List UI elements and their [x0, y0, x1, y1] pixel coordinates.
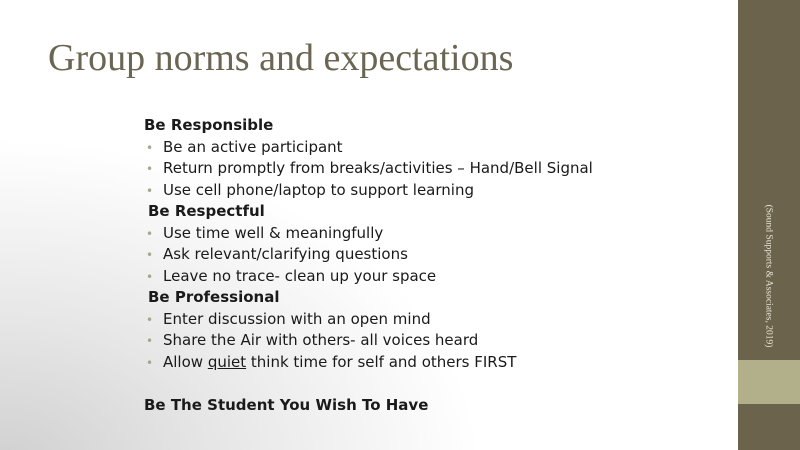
sidebar-credit: (Sound Supports & Associates, 2019) — [763, 204, 774, 348]
bullet-icon: • — [146, 356, 154, 370]
list-item: • Be an active participant — [146, 138, 343, 156]
bullet-icon: • — [146, 162, 154, 176]
list-item: • Enter discussion with an open mind — [146, 310, 431, 328]
list-item: • Allow quiet think time for self and others FIRST — [146, 353, 517, 371]
bullet-icon: • — [146, 248, 154, 262]
sidebar-accent-bar — [738, 360, 800, 404]
list-item: • Ask relevant/clarifying questions — [146, 245, 408, 263]
list-item: • Use time well & meaningfully — [146, 224, 384, 242]
bullet-icon: • — [146, 141, 154, 155]
section-heading-respectful: Be Respectful — [148, 202, 265, 220]
list-item: • Leave no trace- clean up your space — [146, 267, 437, 285]
slide-title: Group norms and expectations — [48, 37, 514, 79]
section-heading-professional: Be Professional — [148, 288, 280, 306]
list-item: • Return promptly from breaks/activities – Hand/Bell Signal — [146, 159, 593, 177]
bullet-icon: • — [146, 270, 154, 284]
bullet-icon: • — [146, 227, 154, 241]
list-item: • Use cell phone/laptop to support learning — [146, 181, 474, 199]
bullet-icon: • — [146, 334, 154, 348]
underlined-word: quiet — [207, 353, 247, 371]
section-heading-responsible: Be Responsible — [144, 116, 274, 134]
bullet-icon: • — [146, 184, 154, 198]
bullet-icon: • — [146, 313, 154, 327]
closing-statement: Be The Student You Wish To Have — [144, 396, 429, 414]
list-item: • Share the Air with others- all voices heard — [146, 331, 479, 349]
